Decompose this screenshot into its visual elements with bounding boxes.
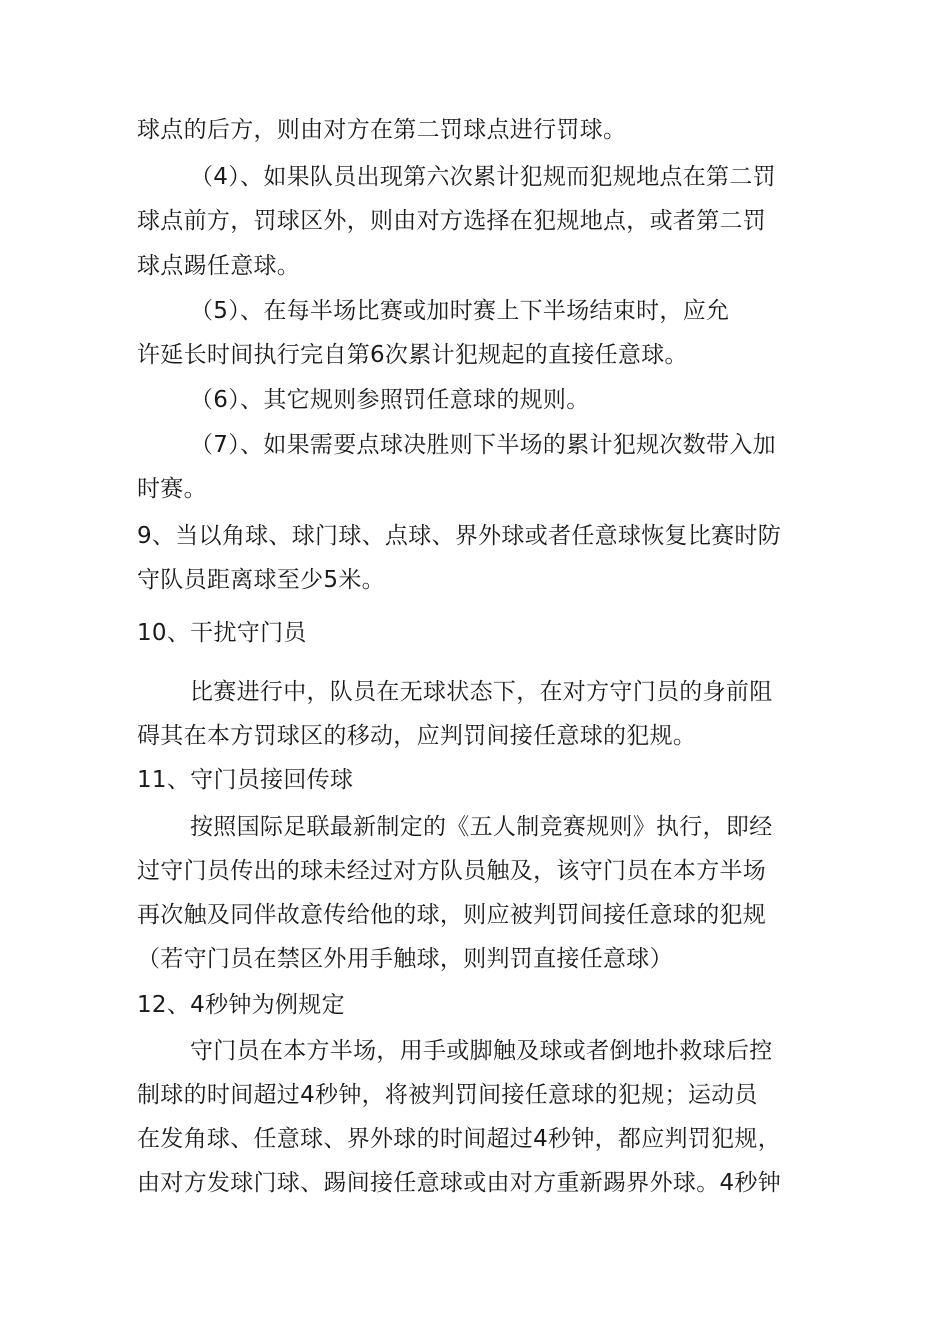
section-heading: 11、守门员接回传球: [137, 767, 354, 793]
text-line: （7）、如果需要点球决胜则下半场的累计犯规次数带入加: [190, 432, 776, 458]
text-line: 守队员距离球至少5米。: [137, 567, 385, 593]
text-line: 守门员在本方半场，用手或脚触及球或者倒地扑救球后控: [190, 1038, 773, 1064]
text-line: 球点的后方，则由对方在第二罚球点进行罚球。: [137, 117, 627, 143]
text-line: 制球的时间超过4秒钟，将被判罚间接任意球的犯规；运动员: [137, 1082, 758, 1108]
section-heading: 10、干扰守门员: [137, 620, 307, 646]
text-line: （5）、在每半场比赛或加时赛上下半场结束时，应允: [190, 298, 730, 324]
section-heading: 12、4秒钟为例规定: [137, 992, 345, 1018]
text-line: 9、当以角球、球门球、点球、界外球或者任意球恢复比赛时防: [137, 523, 782, 549]
text-line: 比赛进行中，队员在无球状态下，在对方守门员的身前阻: [190, 679, 773, 705]
text-line: （若守门员在禁区外用手触球，则判罚直接任意球）: [137, 946, 673, 972]
text-line: 球点前方，罚球区外，则由对方选择在犯规地点，或者第二罚: [137, 208, 767, 234]
text-line: （6）、其它规则参照罚任意球的规则。: [190, 387, 590, 413]
text-line: 碍其在本方罚球区的移动，应判罚间接任意球的犯规。: [137, 723, 697, 749]
text-line: 再次触及同伴故意传给他的球，则应被判罚间接任意球的犯规: [137, 902, 767, 928]
text-line: 时赛。: [137, 476, 207, 502]
text-line: 球点踢任意球。: [137, 253, 301, 279]
text-line: 在发角球、任意球、界外球的时间超过4秒钟，都应判罚犯规，: [137, 1126, 782, 1152]
text-line: （4）、如果队员出现第六次累计犯规而犯规地点在第二罚: [190, 164, 776, 190]
text-line: 过守门员传出的球未经过对方队员触及，该守门员在本方半场: [137, 858, 767, 884]
text-line: 按照国际足联最新制定的《五人制竞赛规则》执行，即经: [190, 814, 773, 840]
text-line: 由对方发球门球、踢间接任意球或由对方重新踢界外球。4秒钟: [137, 1170, 782, 1196]
text-line: 许延长时间执行完自第6次累计犯规起的直接任意球。: [137, 342, 688, 368]
